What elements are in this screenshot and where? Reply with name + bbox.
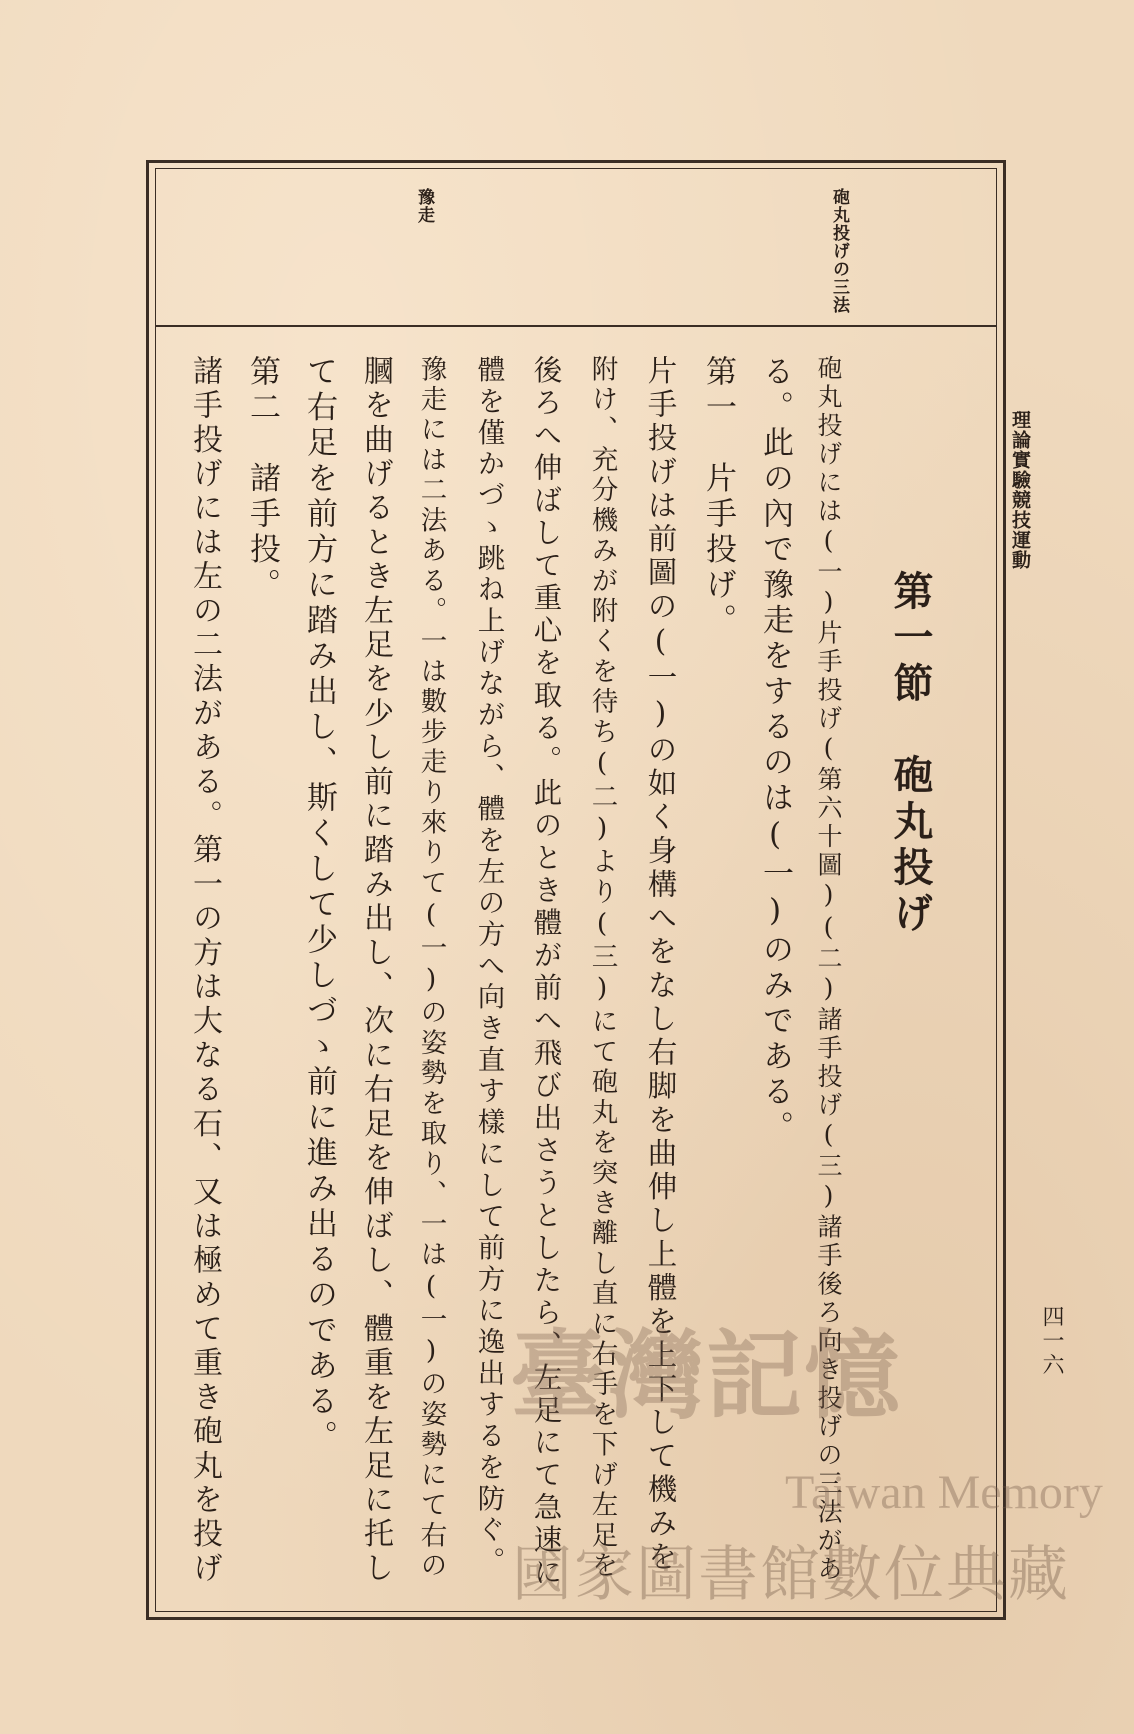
section-title: 第一節 砲丸投げ — [887, 570, 934, 938]
body-line: 砲丸投げには(一)片手投げ(第六十圖)(二)諸手投げ(三)諸手後ろ向き投げの三法があ — [814, 355, 843, 1584]
body-line: 附け、充分機みが附くを待ち(二)より(三)にて砲丸を突き離し直に右手を下げ左足を — [586, 355, 618, 1582]
margin-note-shot-put-methods: 砲丸投げの三法 — [829, 188, 849, 314]
watermark-taiwan-memory-english: Taiwan Memory — [785, 1466, 1103, 1519]
header-rule — [155, 325, 997, 327]
body-line: 片手投げは前圖の(一)の如く身構へをなし右脚を曲伸し上體を上下して機みを — [643, 355, 678, 1575]
body-line: 膕を曲げるとき左足を少し前に踏み出し、次に右足を伸ばし、體重を左足に托し — [358, 355, 393, 1587]
body-line: る。此の內で豫走をするのは(一)のみである。 — [757, 355, 793, 1146]
body-line: 豫走には二法ある。一は數步走り來りて(一)の姿勢を取り、一は(一)の姿勢にて右の — [415, 355, 447, 1582]
watermark-national-library: 國家圖書館數位典藏 — [512, 1540, 1070, 1610]
body-line: 後ろへ伸ばして重心を取る。此のとき體が前へ飛び出さうとしたら、左足にて急速に — [529, 355, 563, 1590]
body-line: 第二 諸手投。 — [244, 355, 280, 604]
margin-note-run-up: 豫走 — [414, 188, 434, 224]
body-line: 第一 片手投げ。 — [700, 355, 736, 639]
body-line: て右足を前方に踏み出し、斯くして少しづゝ前に進み出るのである。 — [301, 355, 337, 1456]
running-head: 理論實驗競技運動 — [1009, 410, 1031, 570]
page-number: 四一六 — [1039, 1305, 1064, 1377]
watermark-taiwan-memory-chinese: 臺灣記憶 — [510, 1319, 902, 1432]
body-line: 體を僅かづゝ跳ね上げながら、體を左の方へ向き直す樣にして前方に逸出するを防ぐ。 — [472, 355, 505, 1578]
body-line: 諸手投げには左の二法がある。第一の方は大なる石、又は極めて重き砲丸を投げ — [187, 355, 222, 1587]
